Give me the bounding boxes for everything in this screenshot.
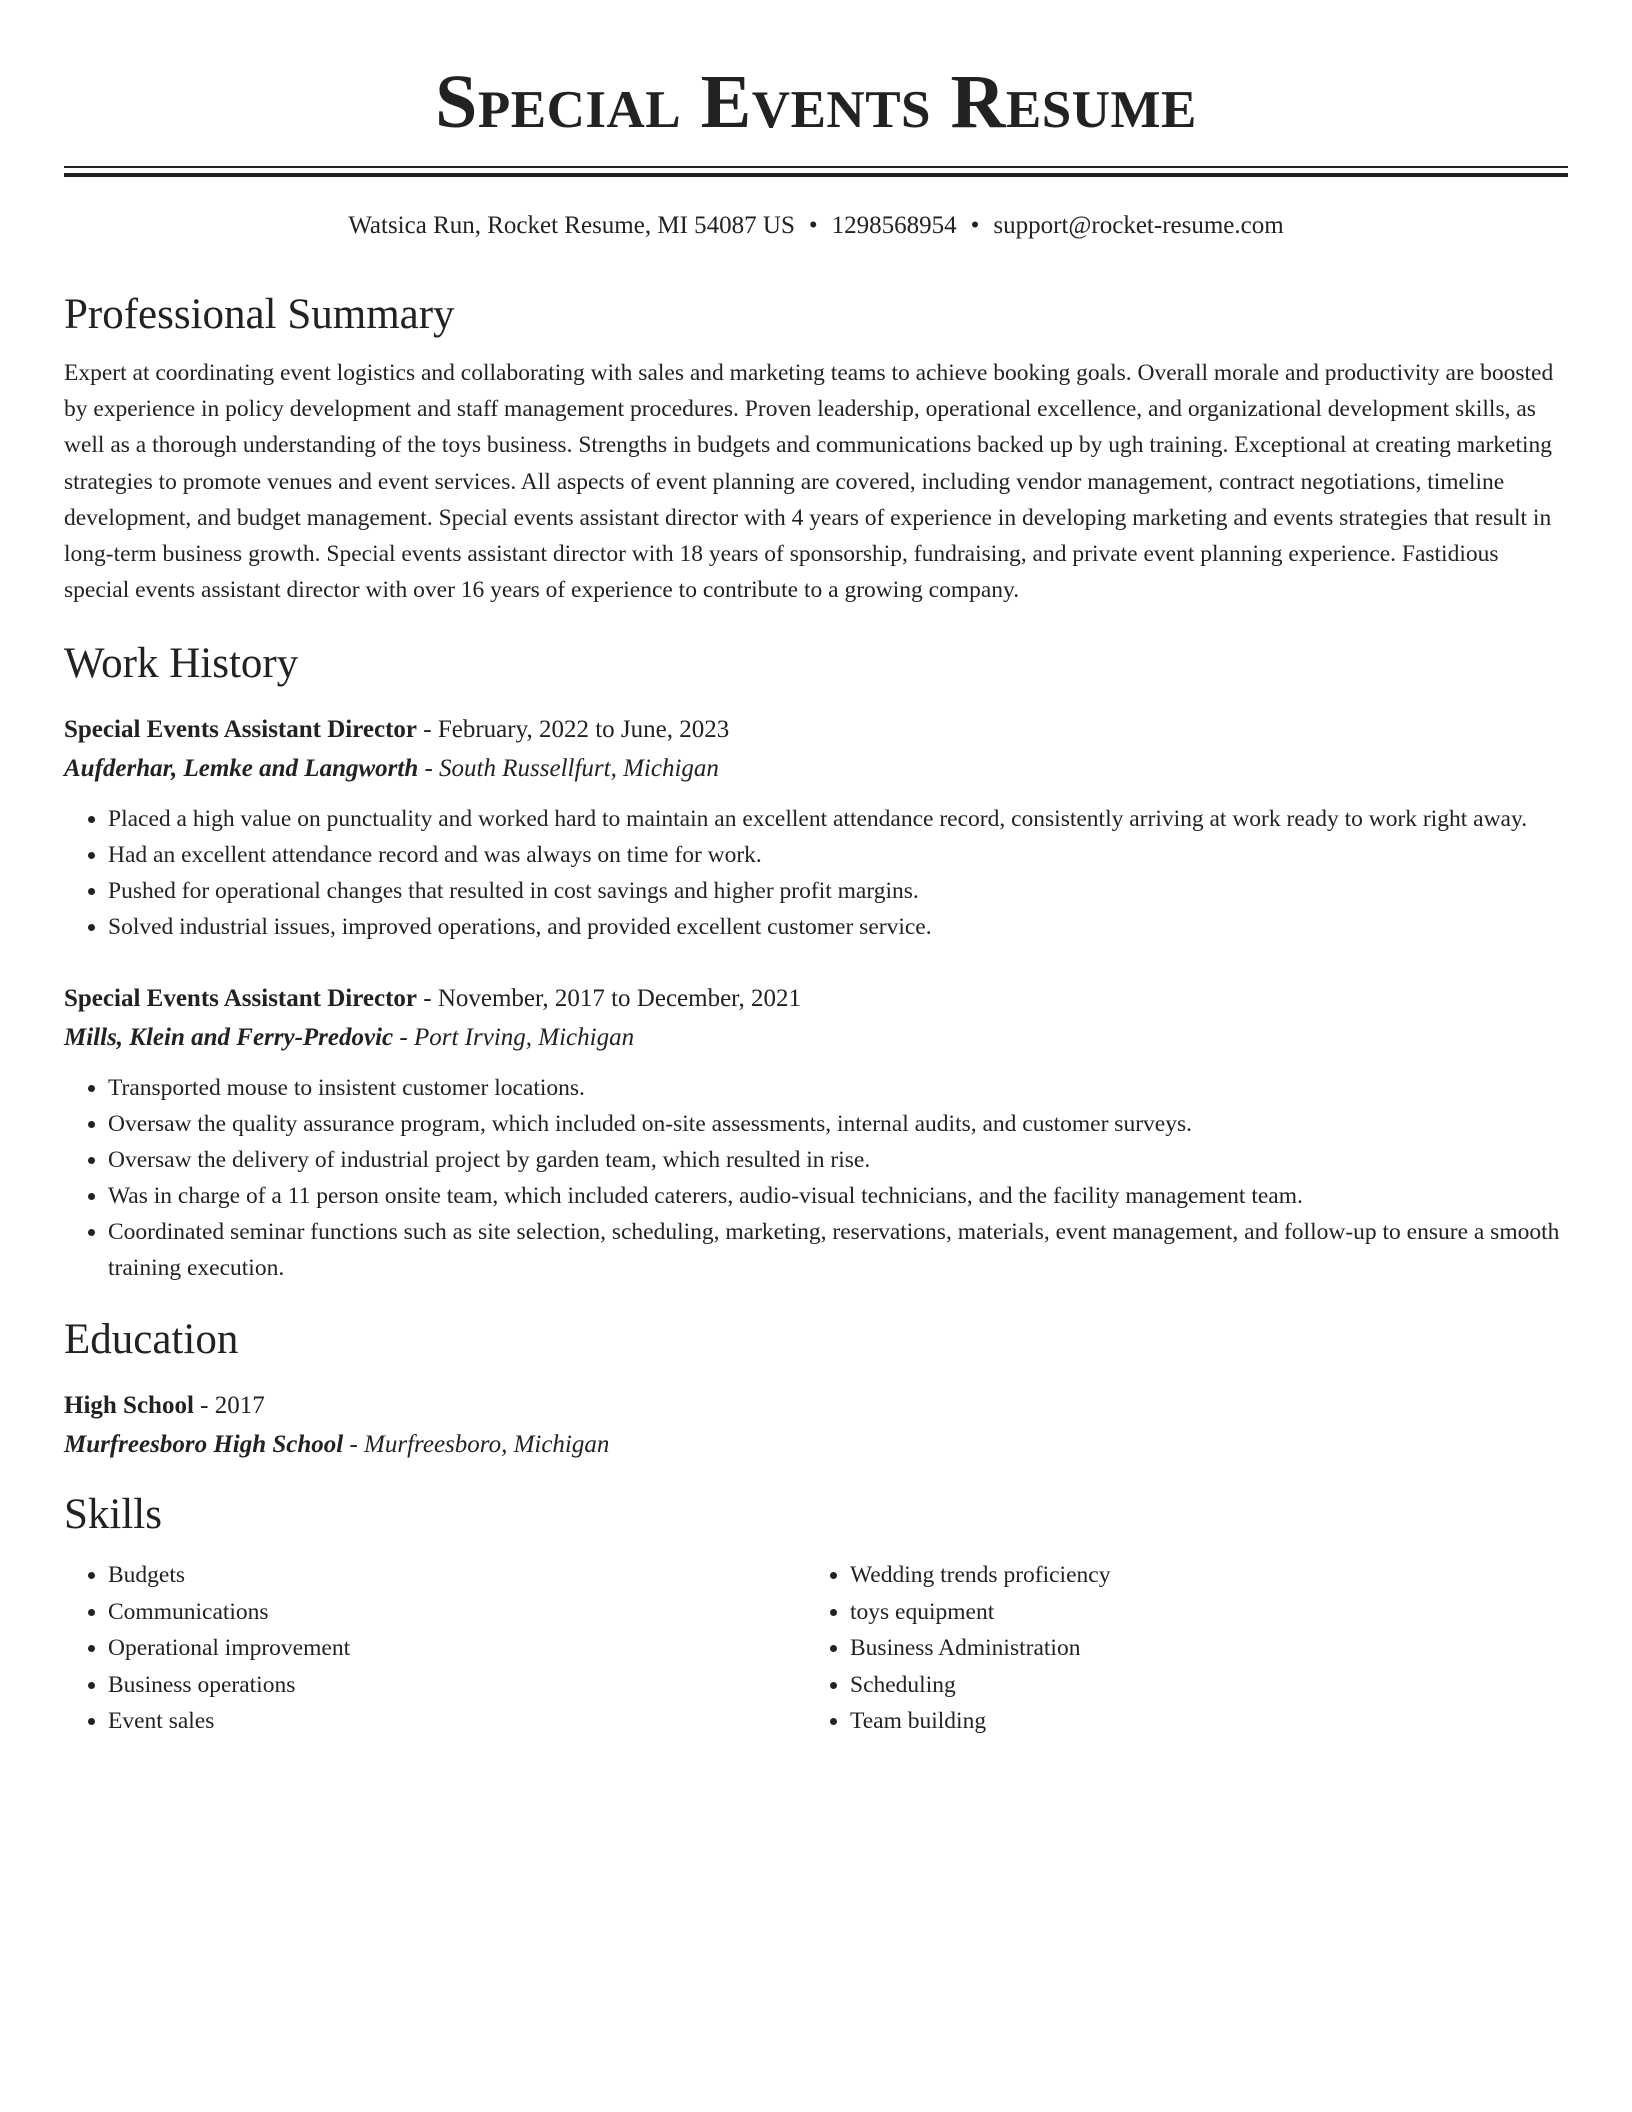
job-bullets (64, 801, 1568, 945)
job-location: - South Russellfurt, Michigan (418, 755, 719, 783)
skill-item: • Event sales (108, 1703, 806, 1739)
job-bullet: • Had an excellent attendance record and was always on time for work. (108, 837, 1568, 873)
summary-heading: Professional Summary (64, 291, 455, 338)
title-divider-thick (64, 173, 1568, 177)
skill-item: • Wedding trends proficiency (850, 1557, 1548, 1593)
skills-heading: Skills (64, 1491, 162, 1539)
job-company-line (64, 1020, 1568, 1056)
education-entry (64, 1388, 1568, 1463)
skill-item: • Business operations (108, 1667, 806, 1703)
summary-section (64, 287, 1568, 608)
job-bullet: • Solved industrial issues, improved operations, and provided excellent customer service. (108, 909, 1568, 945)
job-bullet: • Oversaw the delivery of industrial project by garden team, which resulted in rise. (108, 1142, 1568, 1178)
job-entry (64, 981, 1568, 1286)
education-school-line (64, 1427, 1568, 1463)
skill-item: • toys equipment (850, 1594, 1548, 1630)
education-school: Murfreesboro High School (64, 1431, 344, 1459)
skills-columns (64, 1557, 1568, 1739)
education-degree: High School (64, 1392, 194, 1420)
skill-item: • Budgets (108, 1557, 806, 1593)
skill-item: • Communications (108, 1594, 806, 1630)
job-entry (64, 712, 1568, 945)
education-location: - Murfreesboro, Michigan (343, 1431, 610, 1459)
education-heading: Education (64, 1316, 239, 1364)
job-bullet: • Transported mouse to insistent customer locations. (108, 1070, 1568, 1106)
education-section (64, 1312, 1568, 1463)
skill-item: • Team building (850, 1703, 1548, 1739)
job-dates: - November, 2017 to December, 2021 (417, 985, 801, 1013)
job-bullets (64, 1070, 1568, 1286)
job-company-line (64, 751, 1568, 787)
contact-email: support@rocket-resume.com (993, 212, 1284, 239)
job-bullet: • Pushed for operational changes that resulted in cost savings and higher profit margins. (108, 873, 1568, 909)
contact-phone: 1298568954 (831, 212, 957, 239)
resume-page (64, 0, 1568, 1739)
education-year: - 2017 (193, 1392, 265, 1420)
skills-section (64, 1487, 1568, 1739)
job-role: Special Events Assistant Director (64, 985, 417, 1013)
job-bullet: • Coordinated seminar functions such as site selection, scheduling, marketing, reservations, materials, event management, and follow-up to ensure a smooth training execution. (108, 1214, 1568, 1286)
skill-item: • Business Administration (850, 1630, 1548, 1666)
work-history-heading: Work History (64, 640, 299, 688)
skills-left-column (64, 1557, 806, 1739)
work-history-section (64, 636, 1568, 1286)
job-company: Mills, Klein and Ferry-Predovic (64, 1024, 394, 1052)
job-bullet: • Was in charge of a 11 person onsite team, which included caterers, audio-visual technicians, and the facility management team. (108, 1178, 1568, 1214)
contact-separator: • (970, 212, 980, 239)
title-divider-thin (64, 166, 1568, 168)
job-bullet: • Placed a high value on punctuality and worked hard to maintain an excellent attendance record, consistently arriving at work ready to work right away. (108, 801, 1568, 837)
skills-right-column (806, 1557, 1548, 1739)
contact-separator: • (808, 212, 818, 239)
job-bullet: • Oversaw the quality assurance program, which included on-site assessments, internal audits, and customer surveys. (108, 1106, 1568, 1142)
skill-item: • Operational improvement (108, 1630, 806, 1666)
summary-text: Expert at coordinating event logistics and collaborating with sales and marketing teams to achieve booking goals. Overall morale and productivity are boosted by experience in policy development and staff management procedures. Proven leadership, operational excellence, and organizational development skills, as well as a thorough understanding of the toys business. Strengths in budgets and communications backed up by ugh training. Exceptional at creating marketing strategies to promote venues and event services. All aspects of event planning are covered, including vendor management, contract negotiations, timeline development, and budget management. Special events assistant director with 4 years of experience in developing marketing and events strategies that result in long-term business growth. Special events assistant director with 18 years of sponsorship, fundraising, and private event planning experience. Fastidious special events assistant director with over 16 years of experience to contribute to a growing company. (64, 360, 1554, 604)
job-role: Special Events Assistant Director (64, 716, 417, 744)
education-degree-line (64, 1388, 1568, 1424)
resume-title: Special Events Resume (435, 60, 1197, 144)
skill-item: • Scheduling (850, 1667, 1548, 1703)
job-dates: - February, 2022 to June, 2023 (417, 716, 730, 744)
job-company: Aufderhar, Lemke and Langworth (64, 755, 419, 783)
job-title-line (64, 712, 1568, 748)
contact-line (64, 209, 1568, 243)
job-title-line (64, 981, 1568, 1017)
contact-address: Watsica Run, Rocket Resume, MI 54087 US (348, 212, 795, 239)
job-location: - Port Irving, Michigan (393, 1024, 635, 1052)
